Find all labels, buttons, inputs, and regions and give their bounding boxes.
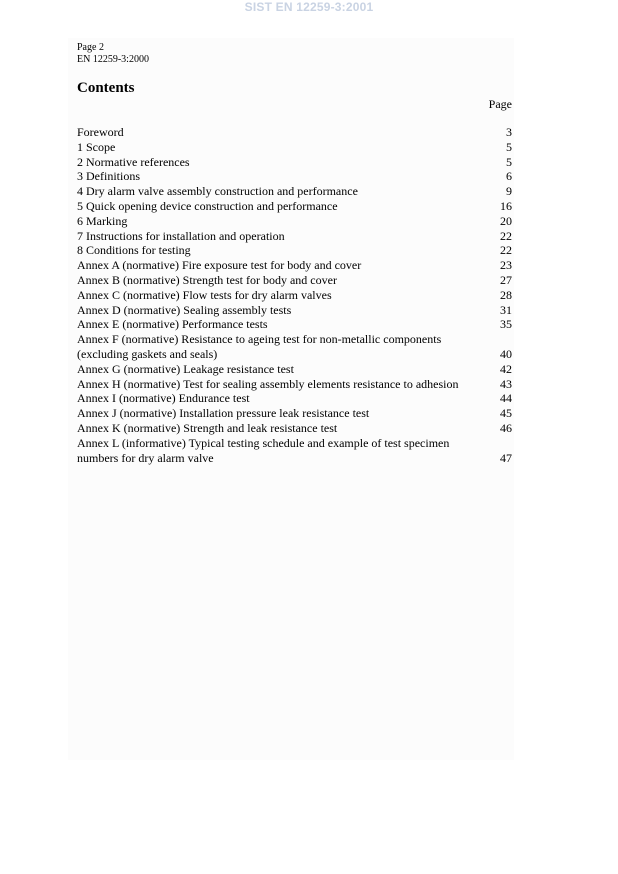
contents-heading: Contents (77, 80, 135, 96)
toc-entry-title: Annex C (normative) Flow tests for dry alarm valves (77, 287, 332, 302)
toc-entry-title: 6 Marking (77, 213, 128, 228)
toc-entry-title: Foreword (77, 125, 124, 139)
toc-entry (77, 362, 512, 377)
toc-entry (77, 243, 512, 258)
toc-entry-title: Annex D (normative) Sealing assembly tests (77, 302, 292, 317)
toc-entry-page: 42 (500, 361, 512, 376)
toc-entry (77, 258, 512, 273)
document-id: EN 12259-3:2000 (77, 54, 149, 65)
toc-entry-page: 47 (500, 450, 512, 465)
toc-entry-title: Annex B (normative) Strength test for body and cover (77, 272, 337, 287)
toc-entry (77, 169, 512, 184)
page-number-label: Page 2 (77, 42, 104, 53)
toc-entry (77, 155, 512, 170)
toc-entry-page: 40 (500, 346, 512, 361)
toc-entry-page: 27 (500, 272, 512, 287)
toc-entry-page: 16 (500, 198, 512, 213)
toc-entry-title: 2 Normative references (77, 154, 190, 169)
toc-entry-page: 28 (500, 287, 512, 302)
toc-entry (77, 406, 512, 421)
toc-entry (77, 303, 512, 318)
page-column-label: Page (488, 97, 512, 111)
toc-entry (77, 199, 512, 214)
toc-entry-page: 46 (500, 420, 512, 435)
toc-entry-title: 3 Definitions (77, 169, 140, 184)
toc-entry-page: 31 (500, 302, 512, 317)
toc-entry (77, 332, 512, 362)
toc-entry-title: 8 Conditions for testing (77, 243, 191, 258)
toc-entry-title: Annex J (normative) Installation pressure leak resistance test (77, 406, 370, 421)
toc-entry (77, 214, 512, 229)
toc-entry-title: 5 Quick opening device construction and performance (77, 198, 338, 213)
toc-entry-page: 22 (500, 228, 512, 243)
toc-entry-page: 5 (506, 154, 512, 169)
toc-entry (77, 125, 512, 140)
toc-entry-page: 22 (500, 243, 512, 258)
toc-entry-title: 1 Scope (77, 139, 116, 154)
toc-entry-title: 7 Instructions for installation and operation (77, 228, 285, 243)
toc-entry-page: 3 (506, 125, 512, 139)
toc-entry (77, 436, 512, 466)
toc-entry-page: 9 (506, 184, 512, 199)
toc-entry-title: Annex H (normative) Test for sealing assembly elements resistance to adhesion (77, 376, 459, 391)
toc-entry-title: Annex A (normative) Fire exposure test for body and cover (77, 258, 362, 273)
toc-entry (77, 317, 512, 332)
toc-entry (77, 140, 512, 155)
toc-entry-page: 44 (500, 391, 512, 406)
toc-entry-title: Annex L (informative) Typical testing schedule and example of test specimen numbers for dry alarm valve (77, 435, 450, 465)
toc-entry-page: 43 (500, 376, 512, 391)
toc-entry (77, 288, 512, 303)
toc-entry-title: 4 Dry alarm valve assembly construction and performance (77, 184, 358, 199)
watermark-text: SIST EN 12259-3:2001 (244, 0, 374, 14)
table-of-contents (77, 125, 512, 465)
toc-entry-page: 45 (500, 406, 512, 421)
toc-entry-page: 23 (500, 258, 512, 273)
toc-entry-title: Annex G (normative) Leakage resistance test (77, 361, 294, 376)
toc-entry-title: Annex K (normative) Strength and leak resistance test (77, 420, 338, 435)
toc-entry-title: Annex I (normative) Endurance test (77, 391, 250, 406)
toc-entry (77, 377, 512, 392)
toc-entry (77, 421, 512, 436)
toc-entry-page: 5 (506, 139, 512, 154)
toc-entry (77, 229, 512, 244)
toc-entry-page: 20 (500, 213, 512, 228)
toc-entry (77, 391, 512, 406)
toc-entry-page: 6 (506, 169, 512, 184)
toc-entry-title: Annex F (normative) Resistance to ageing test for non-metallic components (excluding gaskets and seals) (77, 332, 442, 361)
toc-entry (77, 273, 512, 288)
toc-entry-title: Annex E (normative) Performance tests (77, 317, 268, 332)
toc-entry (77, 184, 512, 199)
toc-entry-page: 35 (500, 317, 512, 332)
